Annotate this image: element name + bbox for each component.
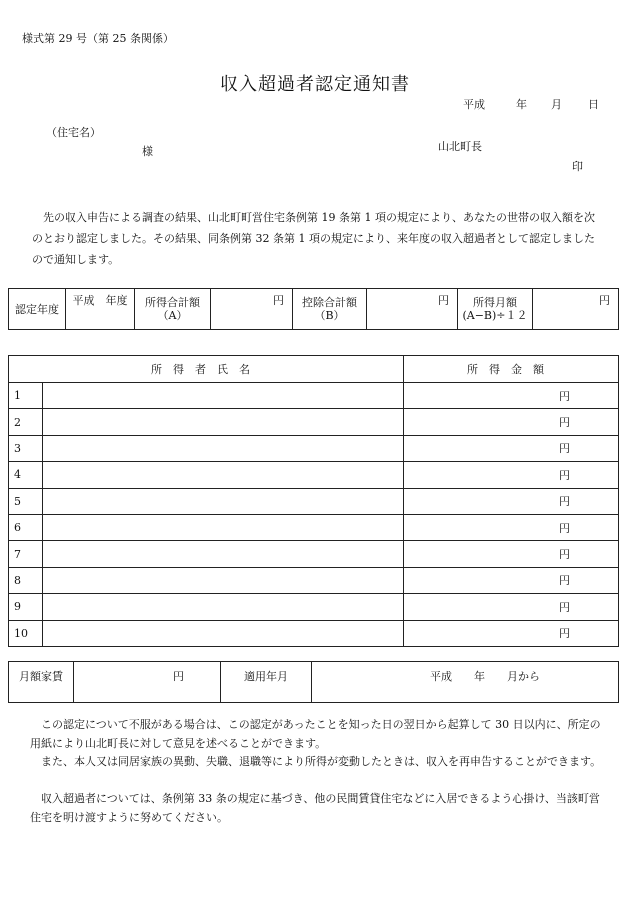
table-row [9, 462, 619, 488]
monthly-rent-label: 月額家賃 [9, 662, 74, 703]
earner-name-cell[interactable] [43, 383, 404, 409]
date-day: 日 [588, 98, 599, 111]
amount-cell[interactable]: 円 [404, 435, 619, 461]
monthly-income-title: 所得月額 [473, 296, 517, 309]
monthly-rent-value[interactable]: 円 [74, 662, 221, 703]
row-number: 6 [9, 514, 43, 540]
form-number: 様式第 29 号（第 25 条関係） [22, 32, 174, 45]
income-total-value: 円 [211, 289, 293, 330]
amount-cell[interactable]: 円 [404, 514, 619, 540]
deduction-total-label [293, 289, 367, 330]
table-header-row [9, 356, 619, 383]
row-number: 3 [9, 435, 43, 461]
amount-cell[interactable]: 円 [404, 620, 619, 646]
date-era: 平成 [463, 98, 485, 111]
table-row [9, 435, 619, 461]
earner-name-cell[interactable] [43, 620, 404, 646]
earner-name-cell[interactable] [43, 541, 404, 567]
row-number: 1 [9, 383, 43, 409]
note-redeclare: また、本人又は同居家族の異動、失職、退職等により所得が変動したときは、収入を再申告することができます。 [41, 755, 602, 768]
row-number: 5 [9, 488, 43, 514]
monthly-income-sub: (A−B)÷１２ [462, 309, 528, 322]
row-number: 10 [9, 620, 43, 646]
deduction-total-value: 円 [367, 289, 458, 330]
row-number: 2 [9, 409, 43, 435]
amount-cell[interactable]: 円 [404, 541, 619, 567]
earner-name-cell[interactable] [43, 409, 404, 435]
row-number: 9 [9, 594, 43, 620]
date-year: 年 [516, 98, 527, 111]
seal-mark: 印 [572, 160, 583, 173]
table-row [9, 620, 619, 646]
earner-name-cell[interactable] [43, 514, 404, 540]
apply-month-label: 適用年月 [221, 662, 312, 703]
table-row [9, 383, 619, 409]
address-label: （住宅名） [46, 126, 101, 139]
row-number: 7 [9, 541, 43, 567]
amount-cell[interactable]: 円 [404, 462, 619, 488]
monthly-income-value: 円 [533, 289, 619, 330]
earner-name-cell[interactable] [43, 594, 404, 620]
income-table [8, 355, 619, 647]
fiscal-year-label: 認定年度 [9, 289, 66, 330]
note-objection: この認定について不服がある場合は、この認定があったことを知った日の翌日から起算して 30 日以内に、所定の用紙により山北町長に対して意見を述べることができます。 [30, 718, 601, 750]
table-row [9, 514, 619, 540]
deduction-total-title: 控除合計額 [302, 296, 357, 309]
table-row [9, 567, 619, 593]
row-number: 4 [9, 462, 43, 488]
note-vacate: 収入超過者については、条例第 33 条の規定に基づき、他の民間賃貸住宅などに入居できるよう心掛け、当該町営住宅を明け渡すように努めてください。 [30, 792, 600, 824]
header-income-earner-name: 所得者氏名 [9, 356, 404, 383]
fiscal-year-value: 平成 年度 [66, 289, 135, 330]
deduction-total-sub: （B） [314, 309, 345, 322]
monthly-income-label [458, 289, 533, 330]
table-row [9, 541, 619, 567]
income-total-label [135, 289, 211, 330]
earner-name-cell[interactable] [43, 435, 404, 461]
amount-cell[interactable]: 円 [404, 409, 619, 435]
date-month: 月 [551, 98, 562, 111]
income-total-title: 所得合計額 [145, 296, 200, 309]
page-title: 収入超過者認定通知書 [220, 74, 410, 95]
table-row [9, 488, 619, 514]
earner-name-cell[interactable] [43, 567, 404, 593]
row-number: 8 [9, 567, 43, 593]
notice-paragraph: 先の収入申告による調査の結果、山北町町営住宅条例第 19 条第 1 項の規定により、あなたの世帯の収入額を次のとおり認定しました。その結果、同条例第 32 条第 1 項の規定により、来年度の収入超過者として認定しましたので通知します。 [32, 211, 595, 266]
amount-cell[interactable]: 円 [404, 594, 619, 620]
issuer-name: 山北町長 [438, 140, 482, 153]
apply-month-value[interactable]: 平成 年 月から [312, 662, 619, 703]
table-row [9, 409, 619, 435]
rent-table [8, 661, 619, 703]
amount-cell[interactable]: 円 [404, 488, 619, 514]
amount-cell[interactable]: 円 [404, 383, 619, 409]
header-income-amount: 所得金額 [404, 356, 619, 383]
income-total-sub: （A） [157, 309, 188, 322]
earner-name-cell[interactable] [43, 462, 404, 488]
earner-name-cell[interactable] [43, 488, 404, 514]
amount-cell[interactable]: 円 [404, 567, 619, 593]
table-row [9, 594, 619, 620]
summary-table [8, 288, 619, 330]
recipient-suffix: 様 [142, 145, 153, 158]
